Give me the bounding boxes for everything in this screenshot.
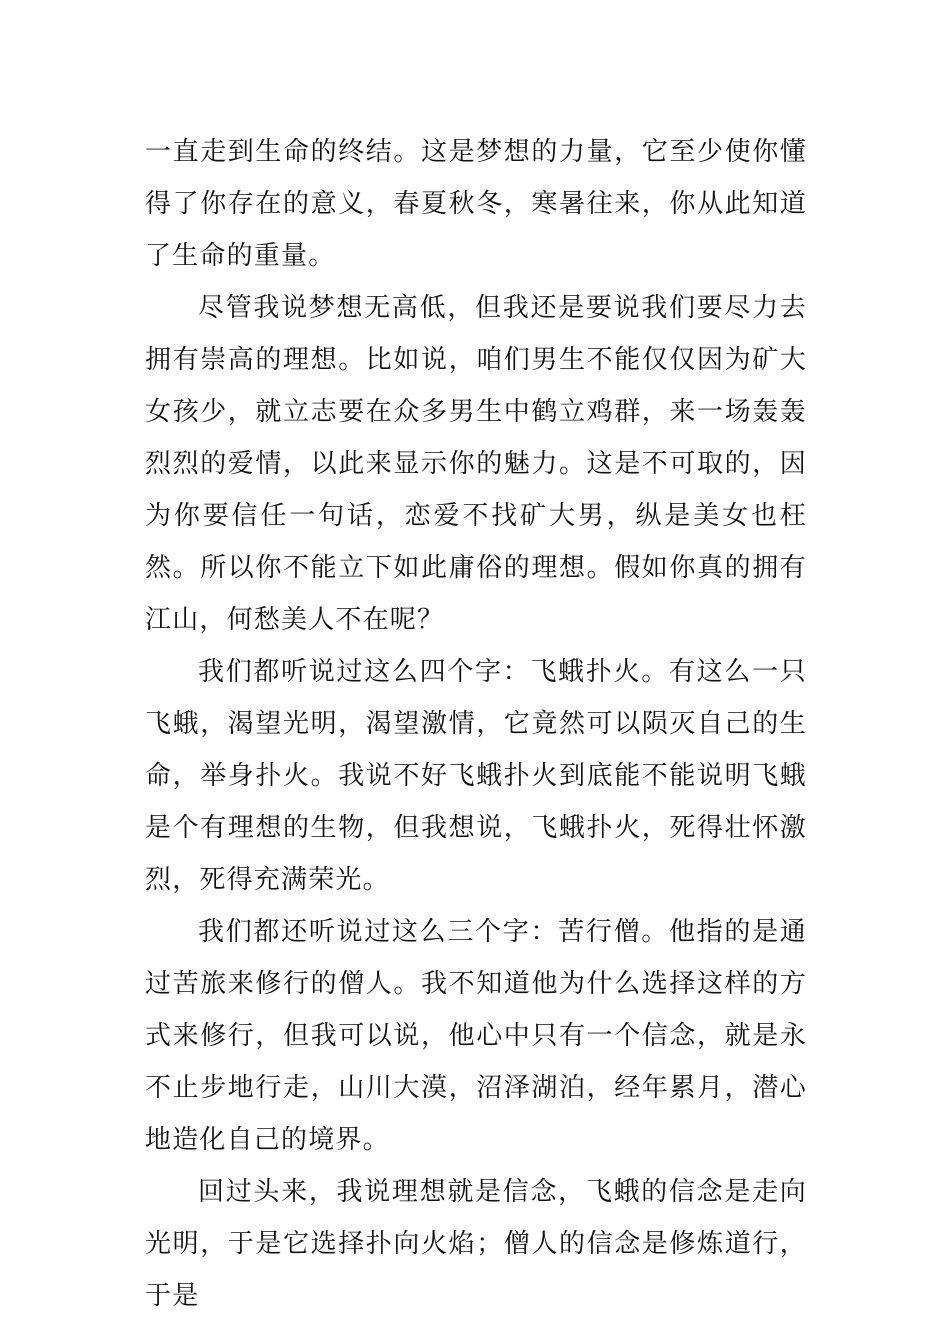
paragraph-continuation: 一直走到生命的终结。这是梦想的力量，它至少使你懂得了你存在的意义，春夏秋冬，寒暑往来，你从此知道了生命的重量。 [145, 137, 807, 271]
document-page [145, 126, 807, 1322]
paragraph-belief: 回过头来，我说理想就是信念，飞蛾的信念是走向光明，于是它选择扑向火焰；僧人的信念是修炼道行，于是 [145, 1177, 807, 1311]
paragraph-lofty-ideals: 尽管我说梦想无高低，但我还是要说我们要尽力去拥有崇高的理想。比如说，咱们男生不能仅仅因为矿大女孩少，就立志要在众多男生中鹤立鸡群，来一场轰轰烈烈的爱情，以此来显示你的魅力。这是不可取的，因为你要信任一句话，恋爱不找矿大男，纵是美女也枉然。所以你不能立下如此庸俗的理想。假如你真的拥有江山，何愁美人不在呢？ [145, 293, 807, 635]
paragraph-moth-to-flame: 我们都听说过这么四个字：飞蛾扑火。有这么一只飞蛾，渴望光明，渴望激情，它竟然可以陨灭自己的生命，举身扑火。我说不好飞蛾扑火到底能不能说明飞蛾是个有理想的生物，但我想说，飞蛾扑火，死得壮怀激烈，死得充满荣光。 [145, 657, 807, 895]
paragraph-ascetic-monk: 我们都还听说过这么三个字：苦行僧。他指的是通过苦旅来修行的僧人。我不知道他为什么选择这样的方式来修行，但我可以说，他心中只有一个信念，就是永不止步地行走，山川大漠，沼泽湖泊，经年累月，潜心地造化自己的境界。 [145, 917, 807, 1155]
